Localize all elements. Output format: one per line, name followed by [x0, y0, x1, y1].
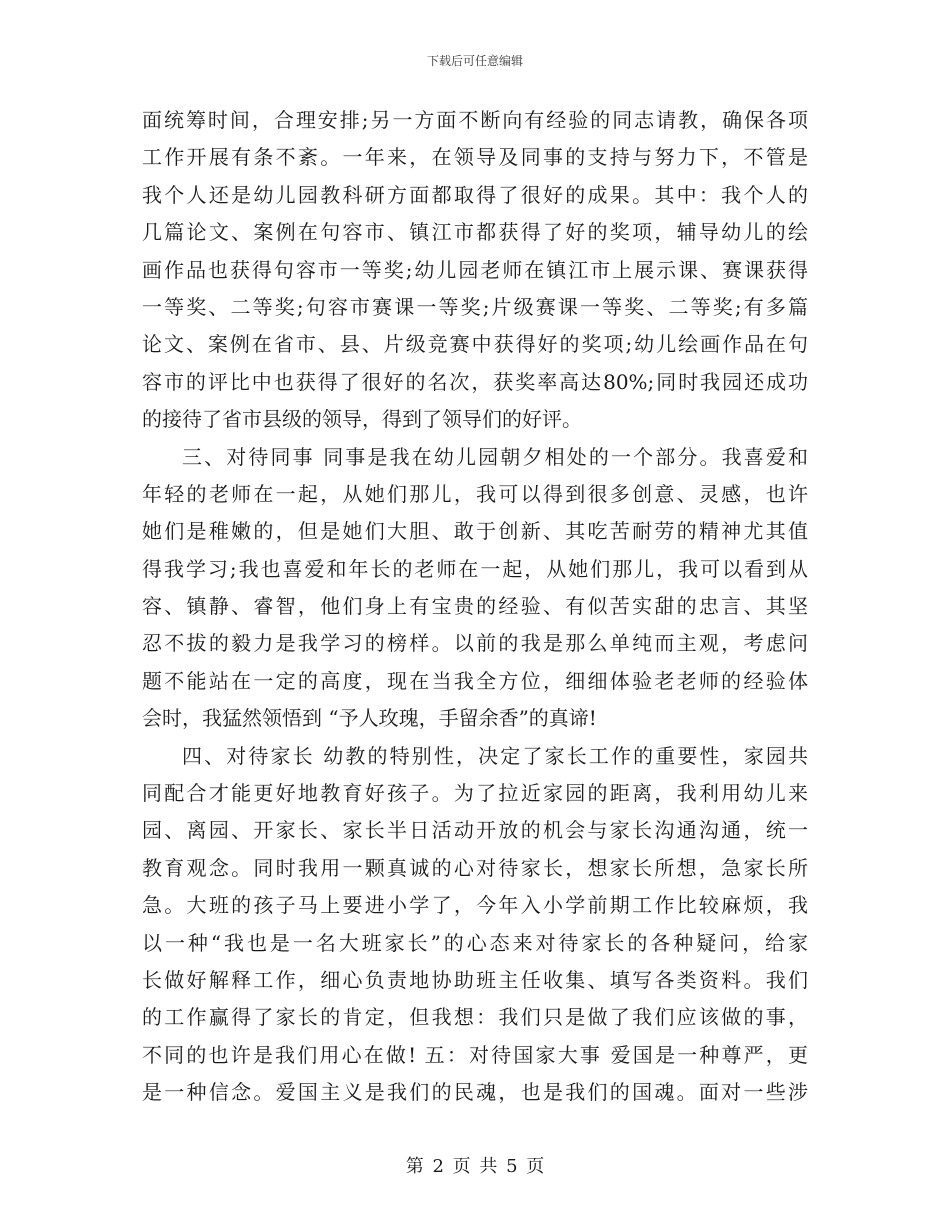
section-heading-line: 四、对待家长 幼教的特别性，决定了家长工作的重要性，家园共 — [182, 743, 808, 768]
text-line: 急。大班的孩子马上要进小学了，今年入小学前期工作比较麻烦，我 — [142, 893, 808, 918]
text-line: 题不能站在一定的高度，现在当我全方位，细细体验老老师的经验体 — [142, 668, 808, 693]
text-line: 忍不拔的毅力是我学习的榜样。以前的我是那么单纯而主观，考虑问 — [142, 631, 808, 656]
text-line: 教育观念。同时我用一颗真诚的心对待家长，想家长所想，急家长所 — [142, 855, 808, 880]
text-line: 几篇论文、案例在句容市、镇江市都获得了好的奖项，辅导幼儿的绘 — [142, 220, 808, 245]
text-line: 得我学习;我也喜爱和年长的老师在一起，从她们那儿，我可以看到从 — [142, 556, 808, 581]
text-line: 以一种“我也是一名大班家长”的心态来对待家长的各种疑问，给家 — [142, 930, 808, 955]
text-line: 她们是稚嫩的，但是她们大胆、敢于创新、其吃苦耐劳的精神尤其值 — [142, 519, 808, 544]
text-line: 是一种信念。爱国主义是我们的民魂，也是我们的国魂。面对一些涉 — [142, 1080, 808, 1105]
document-body — [142, 102, 808, 1112]
text-line: 画作品也获得句容市一等奖;幼儿园老师在镇江市上展示课、赛课获得 — [142, 257, 808, 282]
text-line: 同配合才能更好地教育好孩子。为了拉近家园的距离，我利用幼儿来 — [142, 781, 808, 806]
text-line: 的接待了省市县级的领导，得到了领导们的好评。 — [142, 407, 582, 432]
text-line: 年轻的老师在一起，从她们那儿，我可以得到很多创意、灵感，也许 — [142, 481, 808, 506]
text-line: 园、离园、开家长、家长半日活动开放的机会与家长沟通沟通，统一 — [142, 818, 808, 843]
text-line: 容、镇静、睿智，他们身上有宝贵的经验、有似苦实甜的忠言、其坚 — [142, 594, 808, 619]
page-number-footer: 第 2 页 共 5 页 — [405, 1156, 545, 1177]
section-heading-line: 三、对待同事 同事是我在幼儿园朝夕相处的一个部分。我喜爱和 — [182, 444, 808, 469]
text-line: 长做好解释工作，细心负责地协助班主任收集、填写各类资料。我们 — [142, 967, 808, 992]
text-line: 面统筹时间，合理安排;另一方面不断向有经验的同志请教，确保各项 — [142, 108, 808, 132]
text-line: 我个人还是幼儿园教科研方面都取得了很好的成果。其中：我个人的 — [142, 182, 808, 207]
text-line: 一等奖、二等奖;句容市赛课一等奖;片级赛课一等奖、二等奖;有多篇 — [142, 294, 808, 319]
text-line: 论文、案例在省市、县、片级竞赛中获得好的奖项;幼儿绘画作品在句 — [142, 332, 808, 357]
text-line: 会时，我猛然领悟到 “予人玫瑰，手留余香”的真谛! — [142, 706, 597, 731]
text-line: 不同的也许是我们用心在做! 五：对待国家大事 爱国是一种尊严，更 — [142, 1042, 808, 1067]
text-line: 工作开展有条不紊。一年来，在领导及同事的支持与努力下，不管是 — [142, 145, 808, 170]
text-line: 的工作赢得了家长的肯定，但我想：我们只是做了我们应该做的事， — [142, 1005, 808, 1030]
text-line: 容市的评比中也获得了很好的名次，获奖率高达80%;同时我园还成功 — [142, 369, 808, 394]
page-header: 下载后可任意编辑 — [426, 54, 523, 68]
